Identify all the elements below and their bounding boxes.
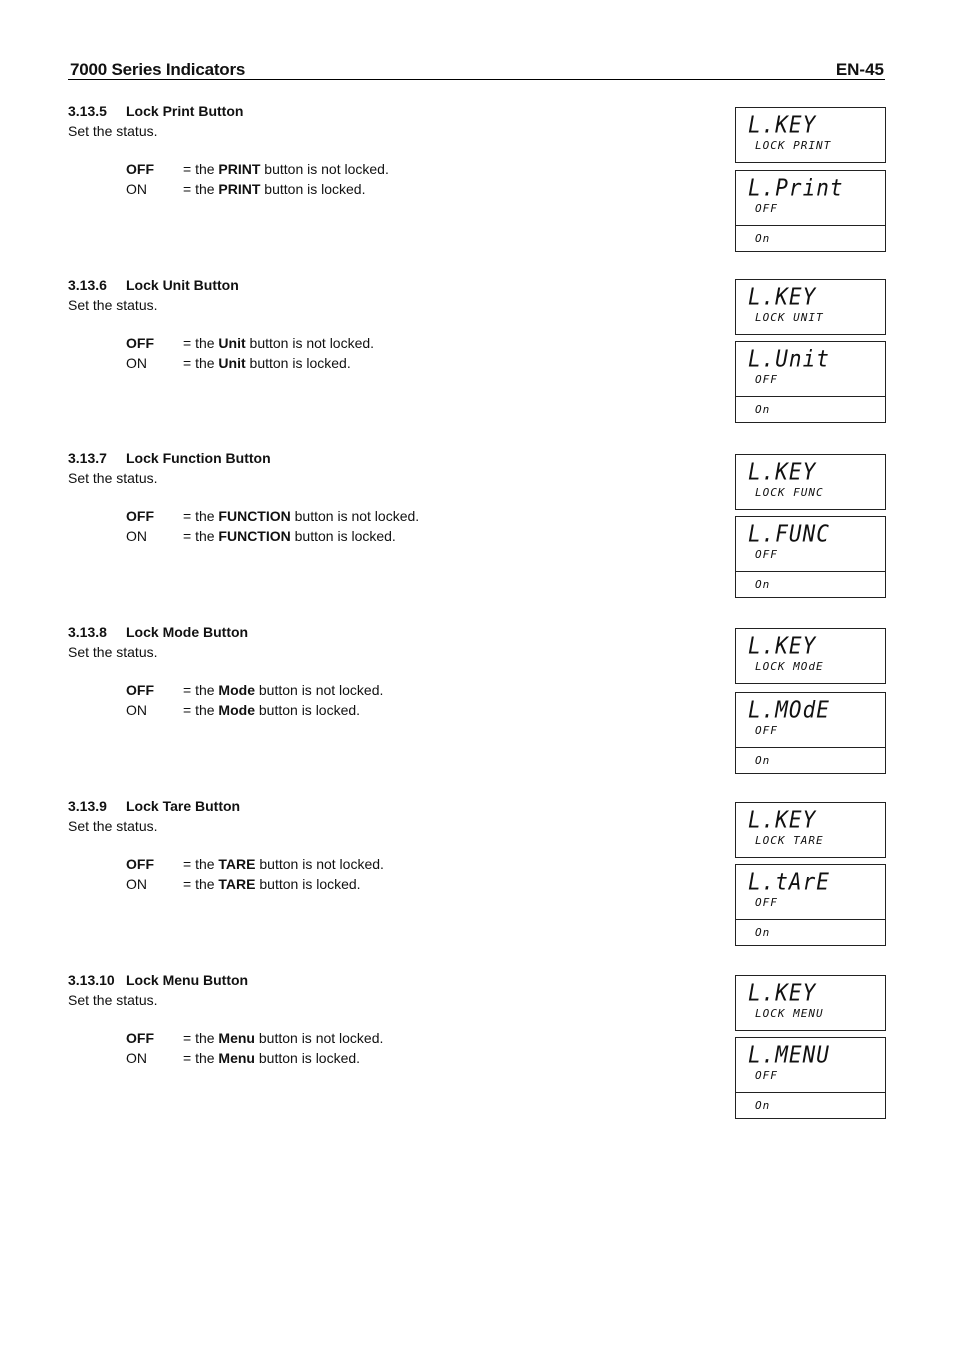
option-on-row xyxy=(68,874,708,894)
section-title: Lock Menu Button xyxy=(126,972,249,988)
lcd-main-text: L.KEY xyxy=(748,112,817,138)
lcd-main-text: L.Print xyxy=(748,175,844,201)
option-on-row xyxy=(68,179,708,199)
option-key: ON xyxy=(126,181,147,197)
lcd-main-text: L.MENU xyxy=(748,1042,830,1068)
lcd-main-text: L.KEY xyxy=(748,633,817,659)
section-title: Lock Mode Button xyxy=(126,624,249,640)
section-lock-print xyxy=(68,101,708,199)
lcd-sub-text: LOCK MOdE xyxy=(755,660,824,673)
section-description: Set the status. xyxy=(68,818,158,834)
section-description: Set the status. xyxy=(68,992,158,1008)
lcd-key-display xyxy=(735,454,886,510)
option-off-row xyxy=(68,506,708,526)
option-off-row xyxy=(68,854,708,874)
section-heading xyxy=(68,970,708,990)
section-lock-mode xyxy=(68,622,708,720)
option-off-row xyxy=(68,1028,708,1048)
section-heading xyxy=(68,796,708,816)
section-lock-function xyxy=(68,448,708,546)
lcd-divider xyxy=(736,747,885,748)
lcd-divider xyxy=(736,225,885,226)
section-heading xyxy=(68,101,708,121)
lcd-option-display xyxy=(735,170,886,252)
option-text: = the Mode button is locked. xyxy=(183,702,361,718)
lcd-sub-text: LOCK UNIT xyxy=(755,311,824,324)
lcd-off-text: OFF xyxy=(755,202,778,215)
lcd-option-display xyxy=(735,1037,886,1119)
section-title: Lock Unit Button xyxy=(126,277,239,293)
option-key: OFF xyxy=(126,161,154,177)
option-text: = the PRINT button is locked. xyxy=(183,181,366,197)
option-text: = the Menu button is locked. xyxy=(183,1050,361,1066)
option-text: = the FUNCTION button is locked. xyxy=(183,528,396,544)
lcd-main-text: L.KEY xyxy=(748,807,817,833)
section-number: 3.13.9 xyxy=(68,798,107,814)
lcd-main-text: L.MOdE xyxy=(748,697,830,723)
option-on-row xyxy=(68,353,708,373)
section-number: 3.13.10 xyxy=(68,972,115,988)
lcd-divider xyxy=(736,571,885,572)
option-key: OFF xyxy=(126,856,154,872)
lcd-sub-text: LOCK FUNC xyxy=(755,486,824,499)
lcd-option-display xyxy=(735,692,886,774)
option-text: = the FUNCTION button is not locked. xyxy=(183,508,420,524)
option-key: ON xyxy=(126,702,147,718)
lcd-off-text: OFF xyxy=(755,373,778,386)
lcd-key-display xyxy=(735,107,886,163)
section-number: 3.13.7 xyxy=(68,450,107,466)
lcd-on-text: On xyxy=(755,1099,771,1112)
option-off-row xyxy=(68,333,708,353)
option-on-row xyxy=(68,526,708,546)
document-title: 7000 Series Indicators xyxy=(70,60,246,79)
page-number: EN-45 xyxy=(835,60,884,79)
section-lock-menu xyxy=(68,970,708,1068)
lcd-main-text: L.KEY xyxy=(748,284,817,310)
option-key: OFF xyxy=(126,508,154,524)
option-on-row xyxy=(68,1048,708,1068)
lcd-option-display xyxy=(735,341,886,423)
lcd-on-text: On xyxy=(755,578,771,591)
lcd-off-text: OFF xyxy=(755,1069,778,1082)
section-description: Set the status. xyxy=(68,644,158,660)
section-heading xyxy=(68,622,708,642)
option-text: = the Menu button is not locked. xyxy=(183,1030,384,1046)
option-text: = the TARE button is not locked. xyxy=(183,856,384,872)
section-number: 3.13.5 xyxy=(68,103,107,119)
option-key: ON xyxy=(126,876,147,892)
lcd-option-display xyxy=(735,516,886,598)
section-description: Set the status. xyxy=(68,123,158,139)
lcd-divider xyxy=(736,1092,885,1093)
lcd-main-text: L.KEY xyxy=(748,980,817,1006)
option-key: ON xyxy=(126,1050,147,1066)
lcd-off-text: OFF xyxy=(755,896,778,909)
lcd-option-display xyxy=(735,864,886,946)
lcd-key-display xyxy=(735,802,886,858)
lcd-key-display xyxy=(735,279,886,335)
lcd-on-text: On xyxy=(755,926,771,939)
option-text: = the Unit button is not locked. xyxy=(183,335,375,351)
option-key: OFF xyxy=(126,1030,154,1046)
lcd-divider xyxy=(736,919,885,920)
lcd-main-text: L.tArE xyxy=(748,869,830,895)
lcd-main-text: L.KEY xyxy=(748,459,817,485)
lcd-off-text: OFF xyxy=(755,724,778,737)
lcd-sub-text: LOCK PRINT xyxy=(755,139,832,152)
option-text: = the Unit button is locked. xyxy=(183,355,351,371)
lcd-main-text: L.FUNC xyxy=(748,521,830,547)
section-heading xyxy=(68,275,708,295)
lcd-key-display xyxy=(735,975,886,1031)
lcd-sub-text: LOCK MENU xyxy=(755,1007,824,1020)
section-number: 3.13.6 xyxy=(68,277,107,293)
lcd-off-text: OFF xyxy=(755,548,778,561)
option-text: = the PRINT button is not locked. xyxy=(183,161,389,177)
lcd-key-display xyxy=(735,628,886,684)
option-key: ON xyxy=(126,528,147,544)
lcd-divider xyxy=(736,396,885,397)
lcd-main-text: L.Unit xyxy=(748,346,830,372)
option-on-row xyxy=(68,700,708,720)
lcd-on-text: On xyxy=(755,754,771,767)
option-off-row xyxy=(68,159,708,179)
lcd-on-text: On xyxy=(755,403,771,416)
section-lock-unit xyxy=(68,275,708,373)
option-key: OFF xyxy=(126,682,154,698)
section-title: Lock Print Button xyxy=(126,103,244,119)
section-title: Lock Tare Button xyxy=(126,798,241,814)
option-off-row xyxy=(68,680,708,700)
option-text: = the TARE button is locked. xyxy=(183,876,361,892)
section-number: 3.13.8 xyxy=(68,624,107,640)
lcd-on-text: On xyxy=(755,232,771,245)
section-heading xyxy=(68,448,708,468)
section-title: Lock Function Button xyxy=(126,450,271,466)
lcd-sub-text: LOCK TARE xyxy=(755,834,824,847)
page-header xyxy=(68,58,885,80)
section-lock-tare xyxy=(68,796,708,894)
section-description: Set the status. xyxy=(68,470,158,486)
option-key: ON xyxy=(126,355,147,371)
section-description: Set the status. xyxy=(68,297,158,313)
option-key: OFF xyxy=(126,335,154,351)
option-text: = the Mode button is not locked. xyxy=(183,682,384,698)
